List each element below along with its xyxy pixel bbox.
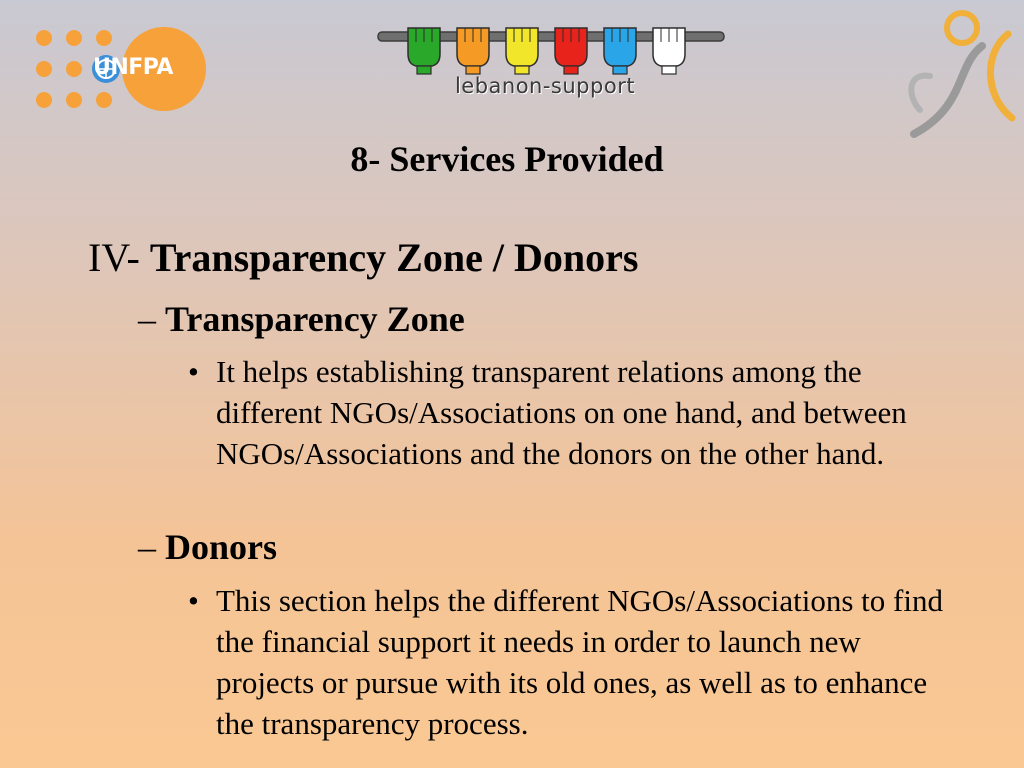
fist-icon [408, 28, 440, 74]
subsection-label: Donors [165, 527, 278, 567]
bullet-text: It helps establishing transparent relations among the different NGOs/Associations on one hand, and between NGOs/Associations and the donors on the other hand. [216, 354, 907, 471]
dash-marker: – [138, 299, 165, 339]
figure-logo-icon [900, 6, 1020, 140]
bullet-dot-icon: • [188, 583, 199, 618]
bullet-dot-icon: • [188, 354, 199, 389]
dash-marker: – [138, 527, 165, 567]
fist-icon [653, 28, 685, 74]
bullet-transparency-zone [188, 351, 948, 474]
slide-title: 8- Services Provided [350, 139, 664, 179]
lebanon-support-logo-text: lebanon-support [454, 74, 636, 98]
bullet-donors [188, 580, 948, 744]
unfpa-logo [34, 26, 214, 116]
unfpa-logo-text: UNFPA [93, 55, 173, 80]
section-heading-title: Transparency Zone / Donors [149, 235, 639, 280]
fist-icon [506, 28, 538, 74]
subsection-donors [138, 526, 277, 568]
fist-icon [604, 28, 636, 74]
fist-icon [457, 28, 489, 74]
bullet-text: This section helps the different NGOs/Associations to find the financial support it needs in order to launch new projects or pursue with its old ones, as well as to enhance the transparency process. [216, 583, 943, 741]
subsection-label: Transparency Zone [165, 299, 465, 339]
fist-icon [555, 28, 587, 74]
section-heading [88, 234, 638, 282]
figure-logo [900, 6, 1020, 140]
section-heading-prefix: IV- [88, 235, 150, 280]
subsection-transparency-zone [138, 298, 465, 340]
